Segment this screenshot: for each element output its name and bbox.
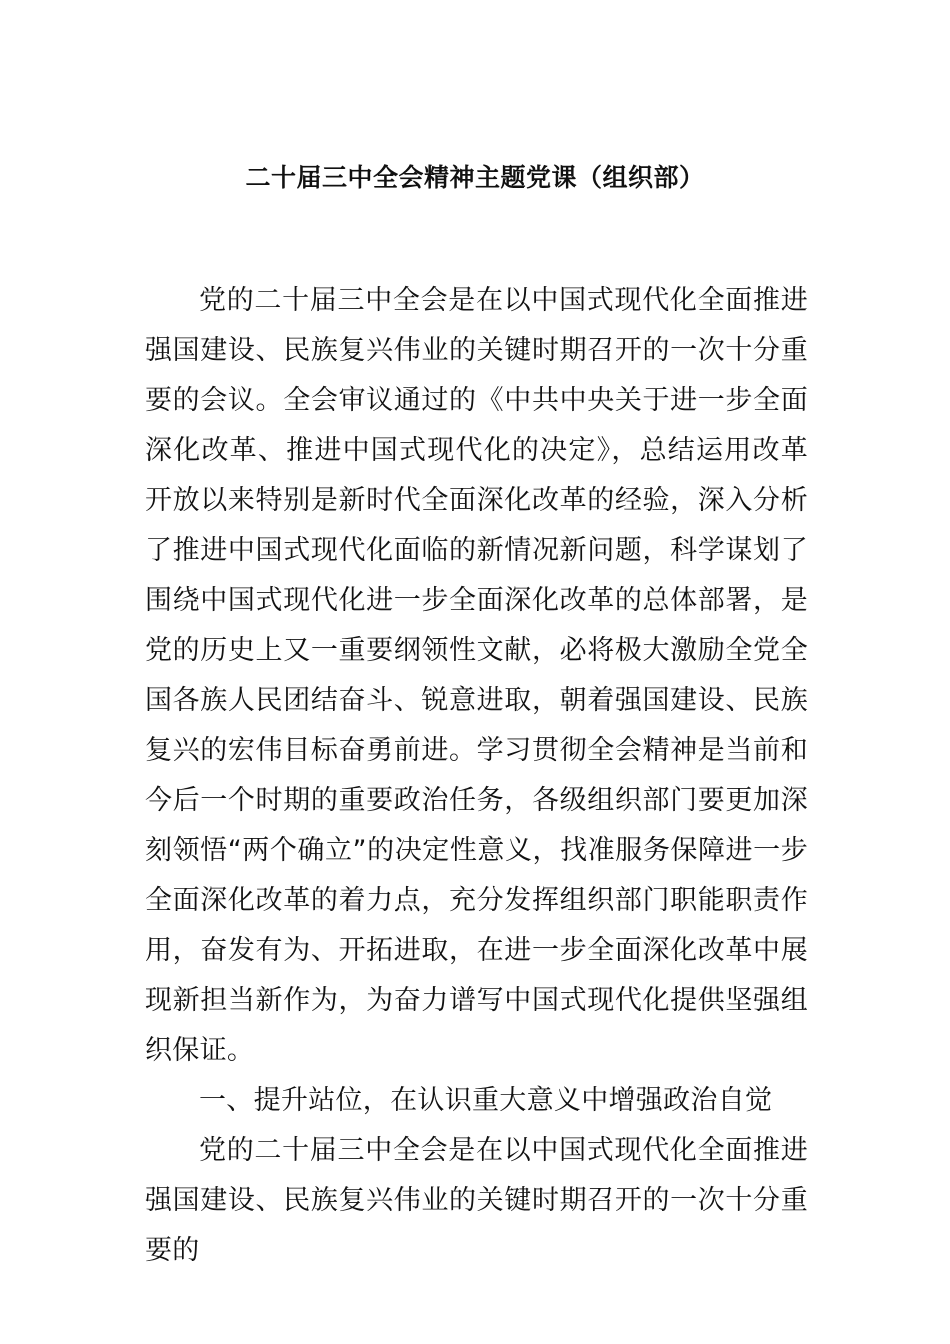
section-heading: 一、提升站位，在认识重大意义中增强政治自觉	[199, 1085, 773, 1116]
document-body	[145, 276, 808, 1276]
document-title: 二十届三中全会精神主题党课（组织部）	[245, 163, 705, 192]
section-paragraph: 党的二十届三中全会是在以中国式现代化全面推进强国建设、民族复兴伟业的关键时期召开的一次十分重要的	[145, 1135, 808, 1266]
intro-paragraph: 党的二十届三中全会是在以中国式现代化全面推进强国建设、民族复兴伟业的关键时期召开的一次十分重要的会议。全会审议通过的《中共中央关于进一步全面深化改革、推进中国式现代化的决定》，总结运用改革开放以来特别是新时代全面深化改革的经验，深入分析了推进中国式现代化面临的新情况新问题，科学谋划了围绕中国式现代化进一步全面深化改革的总体部署，是党的历史上又一重要纲领性文献，必将极大激励全党全国各族人民团结奋斗、锐意进取，朝着强国建设、民族复兴的宏伟目标奋勇前进。学习贯彻全会精神是当前和今后一个时期的重要政治任务，各级组织部门要更加深刻领悟“两个确立”的决定性意义，找准服务保障进一步全面深化改革的着力点，充分发挥组织部门职能职责作用，奋发有为、开拓进取，在进一步全面深化改革中展现新担当新作为，为奋力谱写中国式现代化提供坚强组织保证。	[145, 285, 808, 1066]
